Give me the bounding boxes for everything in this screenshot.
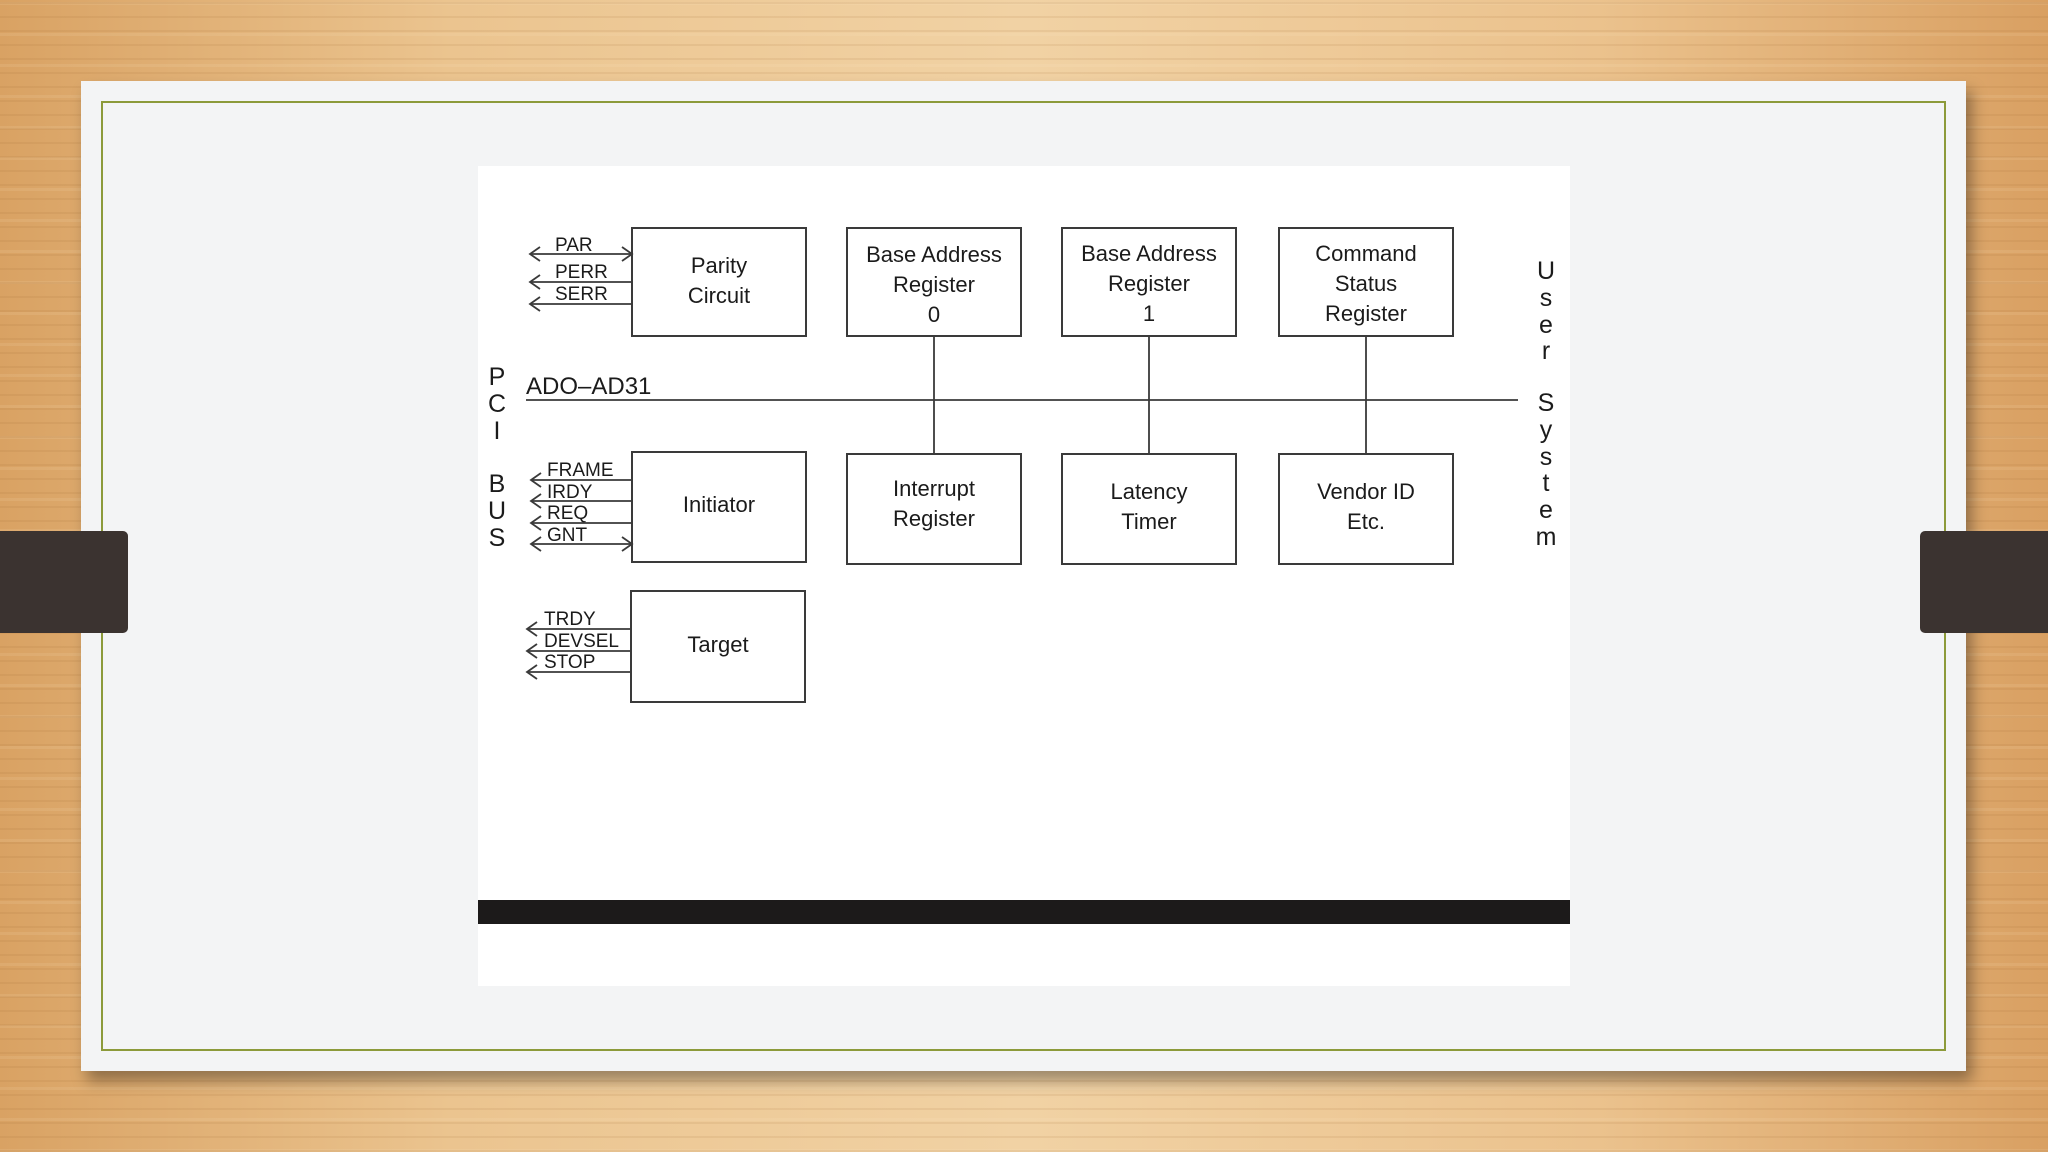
signal-serr: SERR xyxy=(555,284,608,305)
image-bottom-bar xyxy=(478,900,1570,924)
svg-text:Timer: Timer xyxy=(1121,509,1177,534)
signal-devsel: DEVSEL xyxy=(544,631,619,652)
diagram-canvas xyxy=(478,166,1570,986)
pci-bus-label xyxy=(488,363,506,552)
target-box xyxy=(631,591,805,702)
svg-text:Target: Target xyxy=(687,632,749,657)
vendor-id-box xyxy=(1279,454,1453,564)
signal-par: PAR xyxy=(555,235,593,256)
parity-circuit-box xyxy=(632,228,806,336)
svg-text:1: 1 xyxy=(1142,301,1156,326)
svg-text:C: C xyxy=(487,390,507,418)
svg-text:Base Address: Base Address xyxy=(1081,241,1217,266)
signal-req: REQ xyxy=(547,503,589,524)
pci-block-diagram xyxy=(478,166,1570,986)
svg-text:P: P xyxy=(488,363,506,391)
svg-text:Base Address: Base Address xyxy=(866,242,1002,267)
signal-trdy: TRDY xyxy=(544,609,596,630)
svg-text:Latency: Latency xyxy=(1110,479,1188,504)
svg-text:s: s xyxy=(1539,443,1553,471)
parity-signals xyxy=(530,235,632,311)
svg-text:r: r xyxy=(1541,337,1551,365)
svg-text:Status: Status xyxy=(1334,271,1398,296)
svg-text:Etc.: Etc. xyxy=(1347,509,1385,534)
svg-text:e: e xyxy=(1539,311,1553,339)
svg-text:S: S xyxy=(1537,389,1555,417)
base-address-register-1-box xyxy=(1062,228,1236,336)
svg-text:Register: Register xyxy=(893,272,975,297)
svg-text:m: m xyxy=(1535,523,1557,551)
svg-text:e: e xyxy=(1539,496,1553,524)
svg-text:S: S xyxy=(488,524,506,552)
svg-text:Vendor ID: Vendor ID xyxy=(1317,479,1415,504)
svg-text:I: I xyxy=(493,417,501,445)
svg-text:y: y xyxy=(1539,416,1553,444)
svg-text:Register: Register xyxy=(1108,271,1190,296)
svg-text:Initiator: Initiator xyxy=(682,492,756,517)
signal-frame: FRAME xyxy=(547,460,614,481)
svg-text:Parity: Parity xyxy=(690,253,748,278)
svg-text:U: U xyxy=(1536,257,1556,285)
svg-text:Register: Register xyxy=(893,506,975,531)
svg-text:Circuit: Circuit xyxy=(687,283,751,308)
latency-timer-box xyxy=(1062,454,1236,564)
svg-text:s: s xyxy=(1539,284,1553,312)
signal-irdy: IRDY xyxy=(547,482,593,503)
signal-perr: PERR xyxy=(555,262,608,283)
user-system-label xyxy=(1536,257,1557,551)
right-binder-clip xyxy=(1920,531,2048,633)
svg-text:t: t xyxy=(1542,469,1550,497)
svg-text:0: 0 xyxy=(927,302,941,327)
interrupt-register-box xyxy=(847,454,1021,564)
command-status-register-box xyxy=(1279,228,1453,336)
svg-text:U: U xyxy=(487,497,507,525)
initiator-signals xyxy=(531,460,632,551)
svg-text:Command: Command xyxy=(1315,241,1417,266)
base-address-register-0-box xyxy=(847,228,1021,336)
signal-gnt: GNT xyxy=(547,525,588,546)
target-signals xyxy=(527,609,631,679)
initiator-box xyxy=(632,452,806,562)
bus-label: ADO–AD31 xyxy=(526,373,652,400)
svg-text:Interrupt: Interrupt xyxy=(893,476,975,501)
svg-text:Register: Register xyxy=(1325,301,1407,326)
svg-text:B: B xyxy=(488,470,506,498)
left-binder-clip xyxy=(0,531,128,633)
signal-stop: STOP xyxy=(544,652,596,673)
